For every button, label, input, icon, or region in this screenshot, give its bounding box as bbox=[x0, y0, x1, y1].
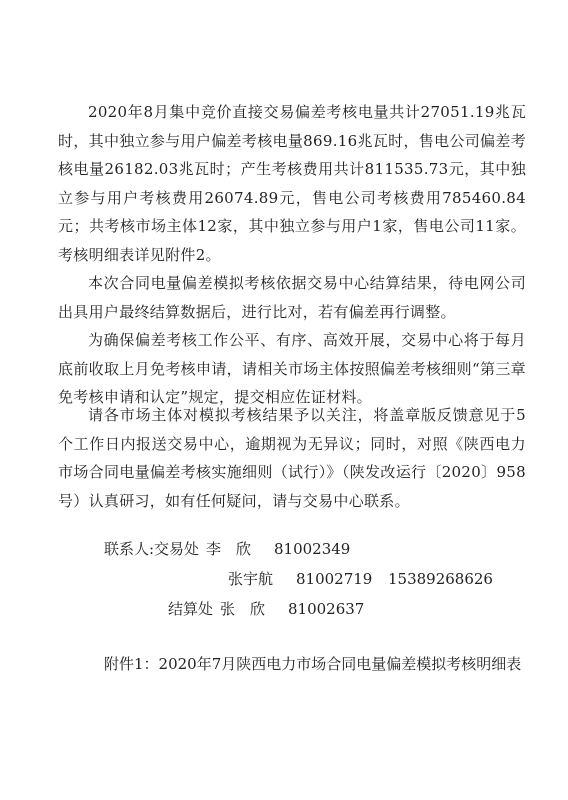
paragraph-exemption-application: 为确保偏差考核工作公平、有序、高效开展，交易中心将于每月底前收取上月免考核申请，请相关市场主体按照偏差考核细则“第三章 免考核申请和认定”规定，提交相应佐证材料。 bbox=[58, 331, 526, 406]
contact-dept: 交易处 bbox=[154, 540, 200, 558]
contact-label: 联系人: bbox=[104, 540, 155, 558]
paragraph-settlement-basis: 本次合同电量偏差模拟考核依据交易中心结算结果，待电网公司出具用户最终结算数据后，进行比对，若有偏差再行调整。 bbox=[58, 274, 526, 321]
contact-row bbox=[58, 535, 526, 563]
contact-name: 李 欣 bbox=[206, 540, 252, 558]
contact-row bbox=[58, 565, 526, 593]
paragraph-feedback-request: 请各市场主体对模拟考核结果予以关注，将盖章版反馈意见于5个工作日内报送交易中心，逾期视为无异议；同时，对照《陕西电力市场合同电量偏差考核实施细则（试行）》（陕发改运行〔2020〕958号）认真研习，如有任何疑问，请与交易中心联系。 bbox=[58, 406, 526, 510]
contact-name: 张宇航 bbox=[228, 570, 274, 588]
contact-row bbox=[58, 595, 526, 623]
contact-phone: 81002637 bbox=[288, 600, 365, 618]
paragraph-deviation-summary: 2020年8月集中竞价直接交易偏差考核电量共计27051.19兆瓦时，其中独立参与用户偏差考核电量869.16兆瓦时，售电公司偏差考核电量26182.03兆瓦时；产生考核费用共计811535.73元，其中独立参与用户考核费用26074.89元，售电公司考核费用785460.84元；共考核市场主体12家，其中独立参与用户1家，售电公司11家。考核明细表详见附件2。 bbox=[58, 103, 526, 264]
contact-dept: 结算处 bbox=[168, 600, 214, 618]
contact-phone: 81002349 bbox=[274, 540, 351, 558]
attachment-note: 附件1：2020年7月陕西电力市场合同电量偏差模拟考核明细表 bbox=[104, 655, 522, 673]
contact-phone: 81002719 bbox=[296, 570, 373, 588]
contact-name: 张 欣 bbox=[220, 600, 266, 618]
contact-mobile: 15389268626 bbox=[388, 570, 493, 588]
